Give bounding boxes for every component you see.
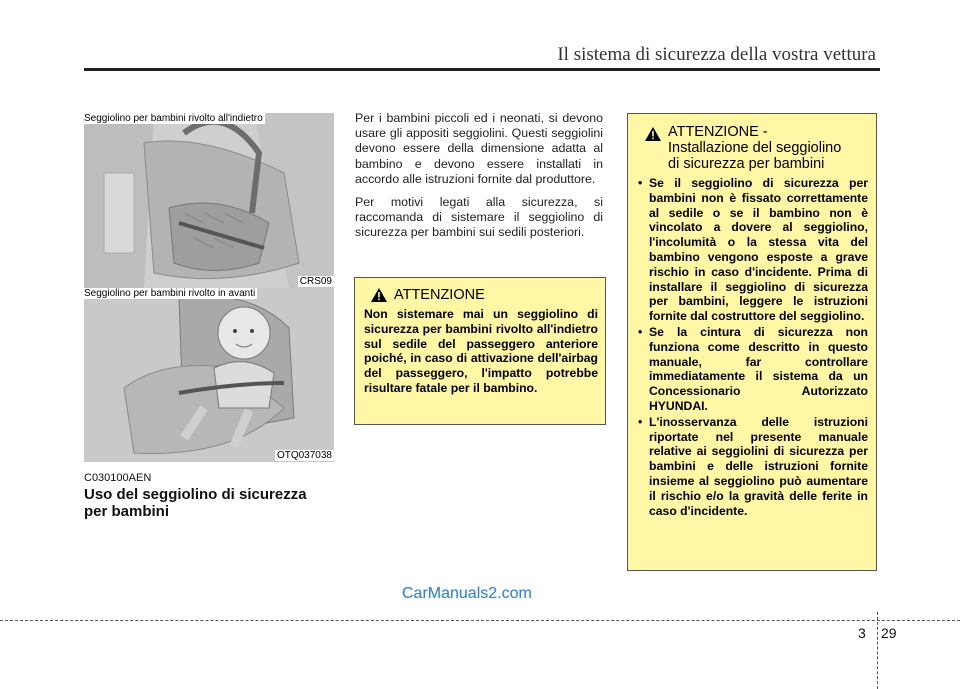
rear-facing-seat-image	[84, 113, 334, 288]
warning-box-installation	[627, 113, 877, 571]
body-text	[355, 111, 603, 249]
warning-title-line2: Installazione del seggiolino	[668, 140, 842, 156]
warning-bullet-2: • Se la cintura di sicurezza non funziona come descritto in questo manuale, far controllare immediatamente il sistema da un Concessionario Autorizzato HYUNDAI.	[638, 325, 868, 414]
image-caption-rear: Seggiolino per bambini rivolto all'indietro	[84, 113, 263, 124]
warning-title-line1: ATTENZIONE -	[668, 124, 768, 140]
warning-triangle-icon	[644, 126, 662, 142]
body-paragraph-2: Per motivi legati alla sicurezza, si raccomanda di sistemare il seggiolino di sicurezza per bambini sui sedili posteriori.	[355, 195, 603, 240]
footer-divider	[877, 612, 878, 689]
forward-facing-seat-image	[84, 288, 334, 462]
chapter-title: Il sistema di sicurezza della vostra vettura	[557, 44, 876, 65]
rear-facing-seat-illustration	[84, 113, 334, 288]
watermark-link[interactable]: CarManuals2.com	[402, 585, 532, 602]
image-caption-forward: Seggiolino per bambini rivolto in avanti	[84, 288, 256, 299]
page-chapter-number: 3	[858, 625, 866, 641]
image-code-rear: CRS09	[299, 276, 332, 287]
warning-bullet-3: • L'inosservanza delle istruzioni riportate nel presente manuale relative ai seggiolini di sicurezza per bambini e delle istruzioni fornite insieme al seggiolino può aumentare il rischio e/o la gravità delle ferite in caso d'incidente.	[638, 415, 868, 519]
forward-facing-seat-illustration	[84, 288, 334, 462]
warning-title: ATTENZIONE	[394, 287, 485, 303]
header-rule	[84, 68, 880, 71]
section-heading: Uso del seggiolino di sicurezza per bambini	[84, 486, 307, 520]
section-code: C030100AEN	[84, 472, 152, 484]
body-paragraph-1: Per i bambini piccoli ed i neonati, si devono usare gli appositi seggiolini. Questi seggiolini devono essere della dimensione adatta al bambino e devono essere installati in accordo alle istruzioni fornite dal produttore.	[355, 111, 603, 186]
warning-bullet-1: • Se il seggiolino di sicurezza per bambini non è fissato correttamente al sedile o se il bambino non è vincolato a dovere al seggiolino, l'incolumità o la stessa vita del bambino vengono esposte a grave rischio in caso d'incidente. Prima di installare il seggiolino di sicurezza per bambini, leggere le istruzioni fornite dal costruttore del seggiolino.	[638, 176, 868, 324]
warning-title-line3: di sicurezza per bambini	[668, 156, 825, 172]
warning-triangle-icon	[370, 287, 388, 303]
page-number: 29	[881, 625, 897, 641]
warning-text: Non sistemare mai un seggiolino di sicurezza per bambini rivolto all'indietro sul sedile del passeggero anteriore poiché, in caso di attivazione dell'airbag del passeggero, l'impatto potrebbe risultare fatale per il bambino.	[364, 307, 598, 395]
warning-box-airbag	[354, 277, 606, 425]
footer-rule	[0, 620, 960, 621]
image-code-forward: OTQ037038	[276, 450, 332, 461]
